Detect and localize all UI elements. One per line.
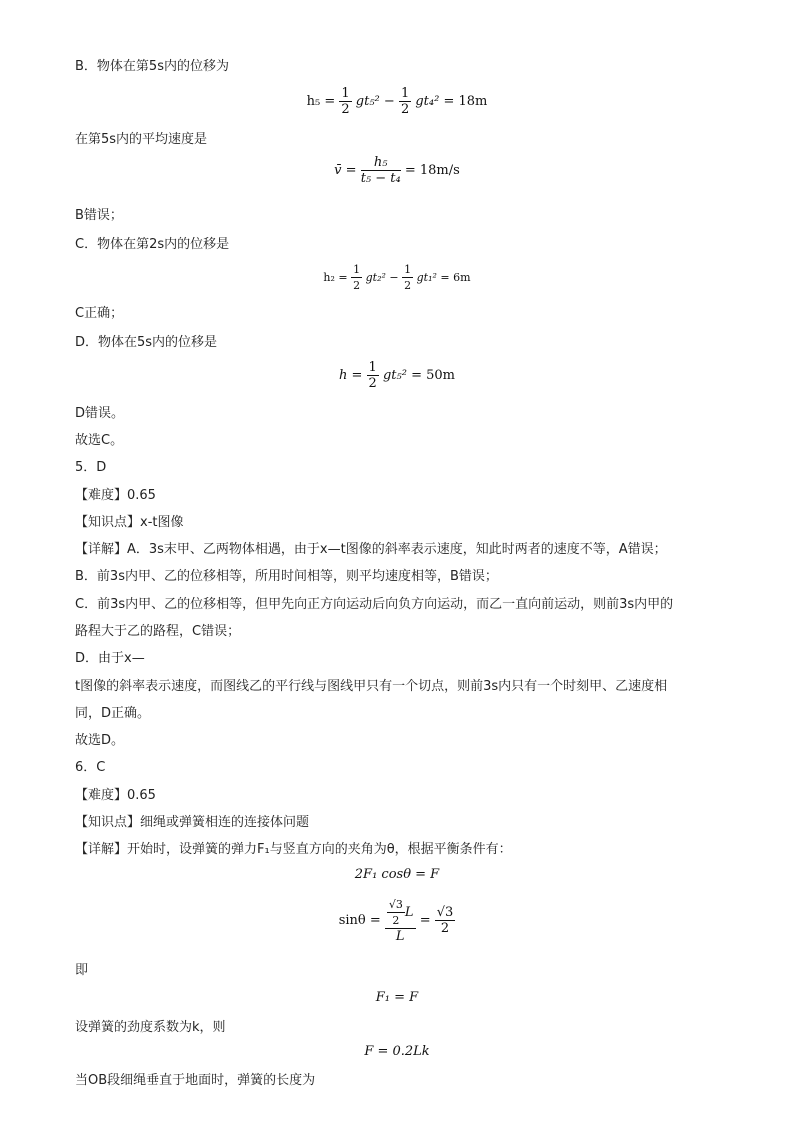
formula-h2 [0, 262, 794, 293]
text-line-q5-answer: 5．D [75, 460, 107, 475]
formula-h2-term2: gt₁² [416, 271, 437, 284]
formula-h2-term1: gt₂² [365, 271, 386, 284]
frac-denominator: t₅ − t₄ [360, 171, 401, 186]
text-line-d-displacement: D．物体在5s内的位移是 [75, 335, 218, 350]
formula-h [0, 360, 794, 391]
frac-denominator: 2 [392, 914, 400, 927]
formula-f1-eq-f: F₁ = F [375, 990, 419, 1005]
frac-numerator: 1 [341, 86, 350, 101]
text-line-c-displacement: C．物体在第2s内的位移是 [75, 237, 230, 252]
text-line-q6-detail: 【详解】开始时，设弹簧的弹力F₁与竖直方向的夹角为θ，根据平衡条件有： [75, 842, 512, 857]
text-line-b-wrong: B错误； [75, 208, 123, 223]
frac-numerator: 1 [400, 86, 410, 101]
formula-h5-result: = 18m [443, 94, 488, 109]
text-line-d-wrong: D错误。 [75, 406, 125, 421]
frac-denominator: 2 [404, 279, 412, 292]
formula-h-lhs: h = [339, 368, 363, 383]
formula-sin-theta [0, 897, 794, 944]
frac-numerator: 1 [368, 360, 377, 375]
frac-numerator: √3 [388, 898, 403, 911]
frac-denominator: 2 [353, 279, 361, 292]
text-line-c-correct: C正确； [75, 306, 124, 321]
text-line-spring-constant: 设弹簧的劲度系数为k，则 [75, 1020, 226, 1035]
formula-sin-innerfrac [387, 897, 405, 928]
text-line-q6-knowledge: 【知识点】细绳或弹簧相连的连接体问题 [75, 815, 310, 830]
frac-denominator: 2 [341, 102, 350, 117]
frac-denominator: 2 [440, 921, 450, 936]
formula-h5-frac2 [399, 86, 411, 117]
formula-h-result: = 50m [411, 368, 455, 383]
formula-vbar-lhs: v̄ = [334, 163, 357, 178]
text-line-q5-detail-d3: 同，D正确。 [75, 706, 151, 721]
formula-sin-inner-var: L [404, 905, 414, 920]
frac-numerator: 1 [353, 263, 361, 276]
formula-f-eq-lk: F = 0.2Lk [364, 1044, 430, 1059]
text-line-q6-answer: 6．C [75, 760, 106, 775]
formula-sin-bigfrac-num [385, 897, 416, 929]
formula-h5-lhs: h₅ = [306, 94, 336, 109]
formula-h5-minus: − [383, 94, 395, 109]
frac-denominator: L [395, 929, 405, 944]
formula-h2-lhs: h₂ = [323, 271, 348, 284]
formula-h2-frac1 [351, 262, 362, 293]
frac-denominator: 2 [368, 376, 377, 391]
formula-h5-frac1 [339, 86, 351, 117]
formula-sin-lhs: sinθ = [338, 913, 381, 928]
text-line-avg-velocity: 在第5s内的平均速度是 [75, 132, 208, 147]
text-line-q5-difficulty: 【难度】0.65 [75, 488, 156, 503]
formula-h2-result: = 6m [440, 271, 471, 284]
formula-sin-bigfrac [385, 897, 416, 944]
text-line-choose-c: 故选C。 [75, 433, 124, 448]
text-line-ob-vertical: 当OB段细绳垂直于地面时，弹簧的长度为 [75, 1073, 316, 1088]
text-line-q5-detail-d2: t图像的斜率表示速度，而图线乙的平行线与图线甲只有一个切点，则前3s内只有一个时刻甲、乙速度相 [75, 679, 668, 694]
formula-vbar-frac [361, 155, 401, 186]
formula-vbar-result: = 18m/s [404, 163, 460, 178]
formula-sin-eq: = [419, 913, 431, 928]
formula-vbar [0, 155, 794, 186]
text-line-q5-knowledge: 【知识点】x-t图像 [75, 515, 184, 530]
formula-h5 [0, 86, 794, 117]
formula-h-term: gt₅² [382, 368, 407, 383]
text-line-b-displacement: B．物体在第5s内的位移为 [75, 59, 229, 74]
formula-h5-term1: gt₅² [355, 94, 380, 109]
frac-denominator: 2 [400, 102, 410, 117]
frac-numerator: √3 [436, 905, 454, 920]
formula-h5-term2: gt₄² [415, 94, 440, 109]
frac-numerator: h₅ [361, 155, 401, 171]
formula-sin-rfrac [435, 905, 456, 936]
formula-balance: 2F₁ cosθ = F [354, 867, 440, 882]
text-line-ji: 即 [75, 963, 89, 978]
text-line-q5-detail-c2: 路程大于乙的路程，C错误； [75, 624, 241, 639]
formula-h-frac [367, 360, 379, 391]
formula-h2-frac2 [402, 262, 413, 293]
text-line-q5-detail-c1: C．前3s内甲、乙的位移相等，但甲先向正方向运动后向负方向运动，而乙一直向前运动，则前3s内甲的 [75, 597, 674, 612]
text-line-q5-detail-d1: D．由于x— [75, 651, 145, 666]
text-line-choose-d: 故选D。 [75, 733, 125, 748]
text-line-q5-detail-b: B．前3s内甲、乙的位移相等，所用时间相等，则平均速度相等，B错误； [75, 569, 498, 584]
frac-numerator: 1 [404, 263, 412, 276]
text-line-q6-difficulty: 【难度】0.65 [75, 788, 156, 803]
formula-h2-minus: − [389, 271, 399, 284]
text-line-q5-detail-a: 【详解】A．3s末甲、乙两物体相遇，由于x—t图像的斜率表示速度，知此时两者的速度不等，A错误； [75, 542, 667, 557]
